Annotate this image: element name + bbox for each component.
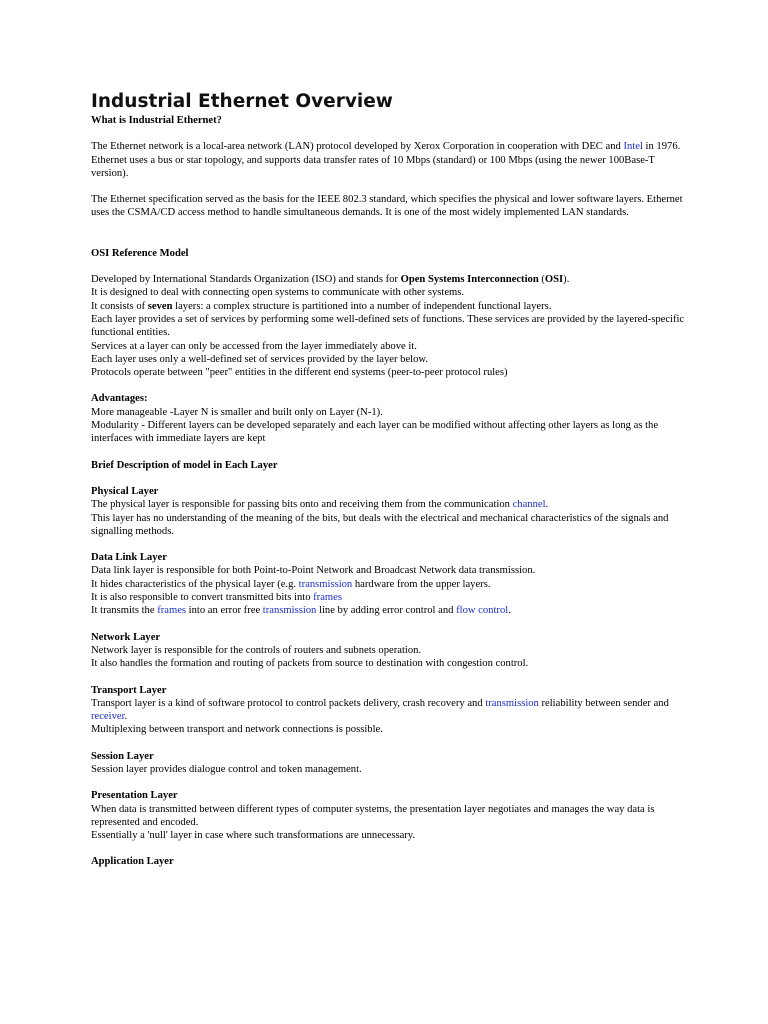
- osi-line: [91, 300, 691, 313]
- presentation-layer-line: Essentially a 'null' layer in case where such transformations are unnecessary.: [91, 830, 416, 842]
- transport-text: Transport layer is a kind of software protocol to control packets delivery, crash recovery and: [91, 697, 486, 709]
- network-layer-line: It also handles the formation and routing of packets from source to destination with congestion control.: [91, 658, 529, 670]
- osi-bold-text: Open Systems Interconnection: [400, 274, 539, 286]
- session-layer-heading: Session Layer: [91, 750, 154, 762]
- data-link-line: [91, 604, 691, 617]
- osi-line: Services at a layer can only be accessed from the layer immediately above it.: [91, 340, 417, 352]
- transmission-link[interactable]: transmission: [485, 697, 539, 709]
- frames-link[interactable]: frames: [157, 605, 187, 617]
- data-link-text: into an error free: [186, 605, 263, 617]
- intel-link[interactable]: Intel: [623, 141, 643, 153]
- data-link-text: It transmits the: [91, 605, 158, 617]
- intro-text: The Ethernet network is a local-area network (LAN) protocol developed by Xerox Corporation in cooperation with DEC and: [91, 141, 624, 153]
- osi-text: ).: [563, 274, 570, 286]
- presentation-layer-heading: Presentation Layer: [91, 790, 178, 802]
- physical-layer-heading: Physical Layer: [91, 485, 159, 497]
- data-link-text: line by adding error control and: [316, 605, 457, 617]
- network-layer-line: Network layer is responsible for the controls of routers and subnets operation.: [91, 644, 422, 656]
- osi-text: It consists of: [91, 300, 148, 312]
- brief-heading: Brief Description of model in Each Layer: [91, 459, 278, 471]
- physical-text: The physical layer is responsible for passing bits onto and receiving them from the communication: [91, 499, 513, 511]
- advantages-line: More manageable -Layer N is smaller and built only on Layer (N-1).: [91, 406, 383, 418]
- transport-layer-heading: Transport Layer: [91, 684, 167, 696]
- transport-text: reliability between sender and: [538, 697, 669, 709]
- receiver-link[interactable]: receiver: [91, 711, 125, 723]
- data-link-text: hardware from the upper layers.: [352, 578, 491, 590]
- frames-link[interactable]: frames: [313, 592, 342, 604]
- osi-heading: OSI Reference Model: [91, 247, 189, 259]
- intro-paragraph-2: The Ethernet specification served as the basis for the IEEE 802.3 standard, which specifies the physical and lower software layers. Ethernet uses the CSMA/CD access method to handle simultaneous demands. It is one of the most widely implemented LAN standards.: [91, 194, 683, 219]
- data-link-text: It is also responsible to convert transmitted bits into: [91, 592, 314, 604]
- data-link-line: [91, 578, 691, 591]
- data-link-text: It hides characteristics of the physical layer (e.g.: [91, 578, 299, 590]
- osi-bold-text: seven: [147, 300, 173, 312]
- data-link-layer-heading: Data Link Layer: [91, 552, 167, 564]
- osi-bold-text: OSI: [544, 274, 564, 286]
- channel-link[interactable]: channel: [512, 499, 546, 511]
- osi-line: [91, 273, 691, 286]
- osi-line: Protocols operate between "peer" entities in the different end systems (peer-to-peer protocol rules): [91, 367, 508, 379]
- page-title: Industrial Ethernet Overview: [91, 91, 393, 112]
- physical-text: .: [545, 499, 549, 511]
- transmission-link[interactable]: transmission: [298, 578, 353, 590]
- intro-text: in 1976. Ethernet uses a bus or star topology, and supports data transfer rates of 10 Mbps (standard) or 100 Mbps (using the newer 100Base-T version).: [91, 141, 681, 179]
- osi-text: layers: a complex structure is partitioned into a number of independent functional layers.: [172, 300, 552, 312]
- flow-control-link[interactable]: flow control: [456, 605, 509, 617]
- osi-text: (: [538, 274, 545, 286]
- transport-layer-line: Multiplexing between transport and network connections is possible.: [91, 724, 383, 736]
- advantages-line: Modularity - Different layers can be developed separately and each layer can be modified without affecting other layers as long as the interfaces with immediate layers are kept: [91, 420, 659, 445]
- data-link-line: [91, 591, 691, 604]
- data-link-line: Data link layer is responsible for both Point-to-Point Network and Broadcast Network data transmission.: [91, 565, 536, 577]
- advantages-heading: Advantages:: [91, 393, 148, 405]
- osi-line: Each layer uses only a well-defined set of services provided by the layer below.: [91, 353, 429, 365]
- presentation-layer-line: When data is transmitted between different types of computer systems, the presentation layer negotiates and manages the way data is represented and encoded.: [91, 803, 655, 828]
- document-body: [91, 91, 691, 869]
- network-layer-heading: Network Layer: [91, 631, 161, 643]
- data-link-text: .: [508, 605, 511, 617]
- osi-line: It is designed to deal with connecting open systems to communicate with other systems.: [91, 287, 465, 299]
- physical-layer-line: [91, 498, 691, 511]
- physical-layer-line: This layer has no understanding of the meaning of the bits, but deals with the electrical and mechanical characteristics of the signals and signalling methods.: [91, 512, 669, 537]
- transmission-link[interactable]: transmission: [262, 605, 317, 617]
- transport-layer-line: [91, 697, 691, 724]
- application-layer-heading: Application Layer: [91, 856, 174, 868]
- session-layer-line: Session layer provides dialogue control and token management.: [91, 763, 362, 775]
- osi-text: Developed by International Standards Organization (ISO) and stands for: [91, 274, 401, 286]
- transport-text: .: [124, 711, 128, 723]
- subtitle: What is Industrial Ethernet?: [91, 115, 222, 126]
- intro-paragraph-1: [91, 140, 691, 180]
- osi-line: Each layer provides a set of services by performing some well-defined sets of functions. These services are provided by the layered-specific functional entities.: [91, 313, 685, 339]
